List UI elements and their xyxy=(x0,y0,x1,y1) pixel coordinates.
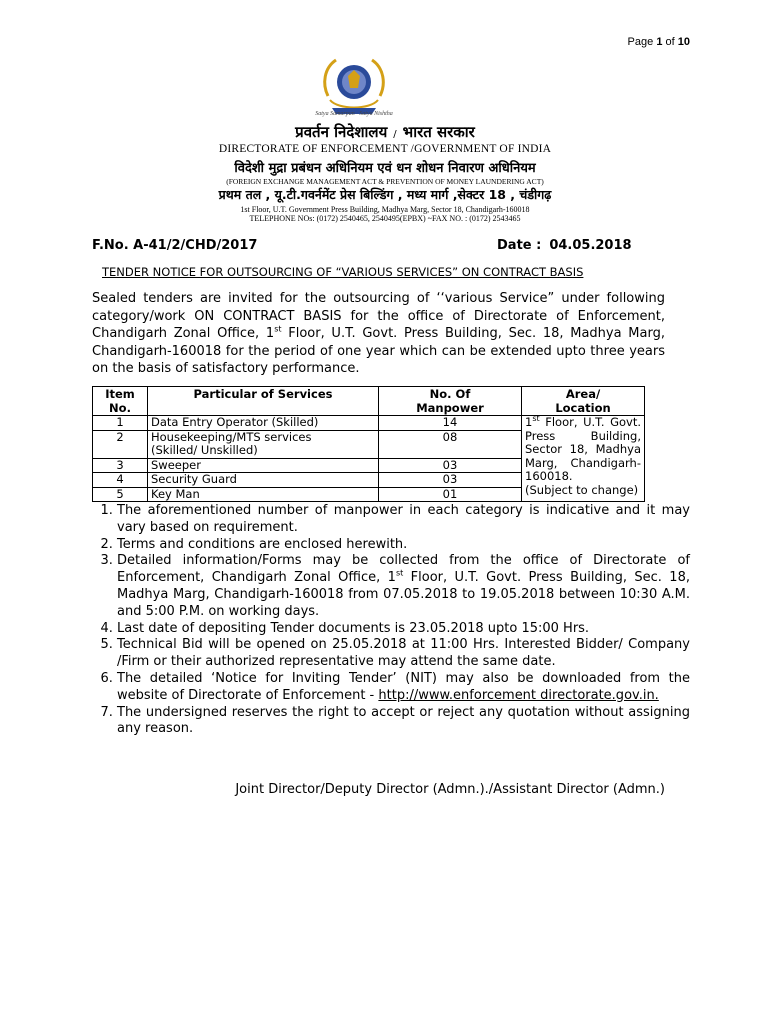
list-item: 4. Last date of depositing Tender documents is 23.05.2018 upto 15:00 Hrs. xyxy=(117,621,690,638)
list-item: 5. Technical Bid will be opened on 25.05.2018 at 11:00 Hrs. Interested Bidder/ Company /Firm or their authorized representative may attend the same date. xyxy=(117,637,690,671)
signatory-designation: Joint Director/Deputy Director (Admn.)./Assistant Director (Admn.) xyxy=(235,782,665,797)
website-link[interactable]: http://www.enforcement directorate.gov.in. xyxy=(378,687,659,703)
page-number: Page 1 of 10 xyxy=(627,36,690,48)
list-item: 7. The undersigned reserves the right to accept or reject any quotation without assigning any reason. xyxy=(117,705,690,739)
file-number: F.No. A-41/2/CHD/2017 xyxy=(92,238,258,253)
header-manpower: No. Of Manpower xyxy=(379,387,522,416)
conditions-list xyxy=(92,503,690,738)
list-item: 6. The detailed ‘Notice for Inviting Tender’ (NIT) may also be downloaded from the website of Directorate of Enforcement - http://www.enforcement directorate.gov.in. xyxy=(117,671,690,705)
list-item: 1. The aforementioned number of manpower in each category is indicative and it may vary based on requirement. xyxy=(117,503,690,537)
header-particular: Particular of Services xyxy=(148,387,379,416)
list-item: 2. Terms and conditions are enclosed herewith. xyxy=(117,537,690,554)
intro-paragraph: Sealed tenders are invited for the outsourcing of ‘‘various Service” under following category/work ON CONTRACT BASIS for the office of Directorate of Enforcement, Chandigarh Zonal Office, 1st Floor, U.T. Govt. Press Building, Sec. 18, Madhya Marg, Chandigarh-160018 for the period of one year which can be extended upto three years on the basis of satisfactory performance. xyxy=(92,291,665,376)
table-header-row xyxy=(93,387,645,416)
location-cell: 1st Floor, U.T. Govt. Press Building, Sector 18, Madhya Marg, Chandigarh-160018. (Subject to change) xyxy=(522,416,645,502)
hindi-address: प्रथम तल , यू.टी.गवर्नमेंट प्रेस बिल्डिंग , मध्य मार्ग ,सेक्टर 18 , चंडीगढ़ xyxy=(218,187,552,202)
hindi-acts: विदेशी मुद्रा प्रबंधन अधिनियम एवं धन शोधन निवारण अधिनियम xyxy=(234,161,536,176)
english-address: 1st Floor, U.T. Government Press Building, Madhya Marg, Sector 18, Chandigarh-160018 xyxy=(240,205,530,214)
table-row: 5 Key Man 01 xyxy=(93,487,645,502)
english-title: DIRECTORATE OF ENFORCEMENT /GOVERNMENT OF INDIA xyxy=(218,143,552,155)
contact-numbers: TELEPHONE NOs: (0172) 2540465, 2540495(EPBX) ~FAX NO. : (0172) 2543465 xyxy=(249,214,521,223)
header-item: Item No. xyxy=(93,387,148,416)
services-table xyxy=(92,386,645,502)
table-row: 1 Data Entry Operator (Skilled) 14 1st Floor, U.T. Govt. Press Building, Sector 18, Madhya Marg, Chandigarh-160018. (Subject to change) xyxy=(93,416,645,431)
table-row: 3 Sweeper 03 xyxy=(93,458,645,473)
table-row: 4 Security Guard 03 xyxy=(93,473,645,488)
header-area: Area/ Location xyxy=(522,387,645,416)
list-item: 3. Detailed information/Forms may be collected from the office of Directorate of Enforcement, Chandigarh Zonal Office, 1st Floor, U.T. Govt. Press Building, Sec. 18, Madhya Marg, Chandigarh-160018 from 07.05.2018 to 19.05.2018 between 10:30 A.M. and 5:00 P.M. on working days. xyxy=(117,553,690,620)
subject-line: TENDER NOTICE FOR OUTSOURCING OF “VARIOUS SERVICES” ON CONTRACT BASIS xyxy=(102,265,584,279)
english-acts: (FOREIGN EXCHANGE MANAGEMENT ACT & PREVENTION OF MONEY LAUNDERING ACT) xyxy=(226,177,544,186)
document-date: Date : 04.05.2018 xyxy=(497,238,632,253)
table-row: 2 Housekeeping/MTS services 08 xyxy=(93,430,645,444)
hindi-title: प्रवर्तन निदेशालय / भारत सरकार xyxy=(295,123,475,141)
logo-motto: Satya Samarpan · Satya Nishtha xyxy=(315,111,393,117)
table-row: (Skilled/ Unskilled) xyxy=(93,444,645,458)
